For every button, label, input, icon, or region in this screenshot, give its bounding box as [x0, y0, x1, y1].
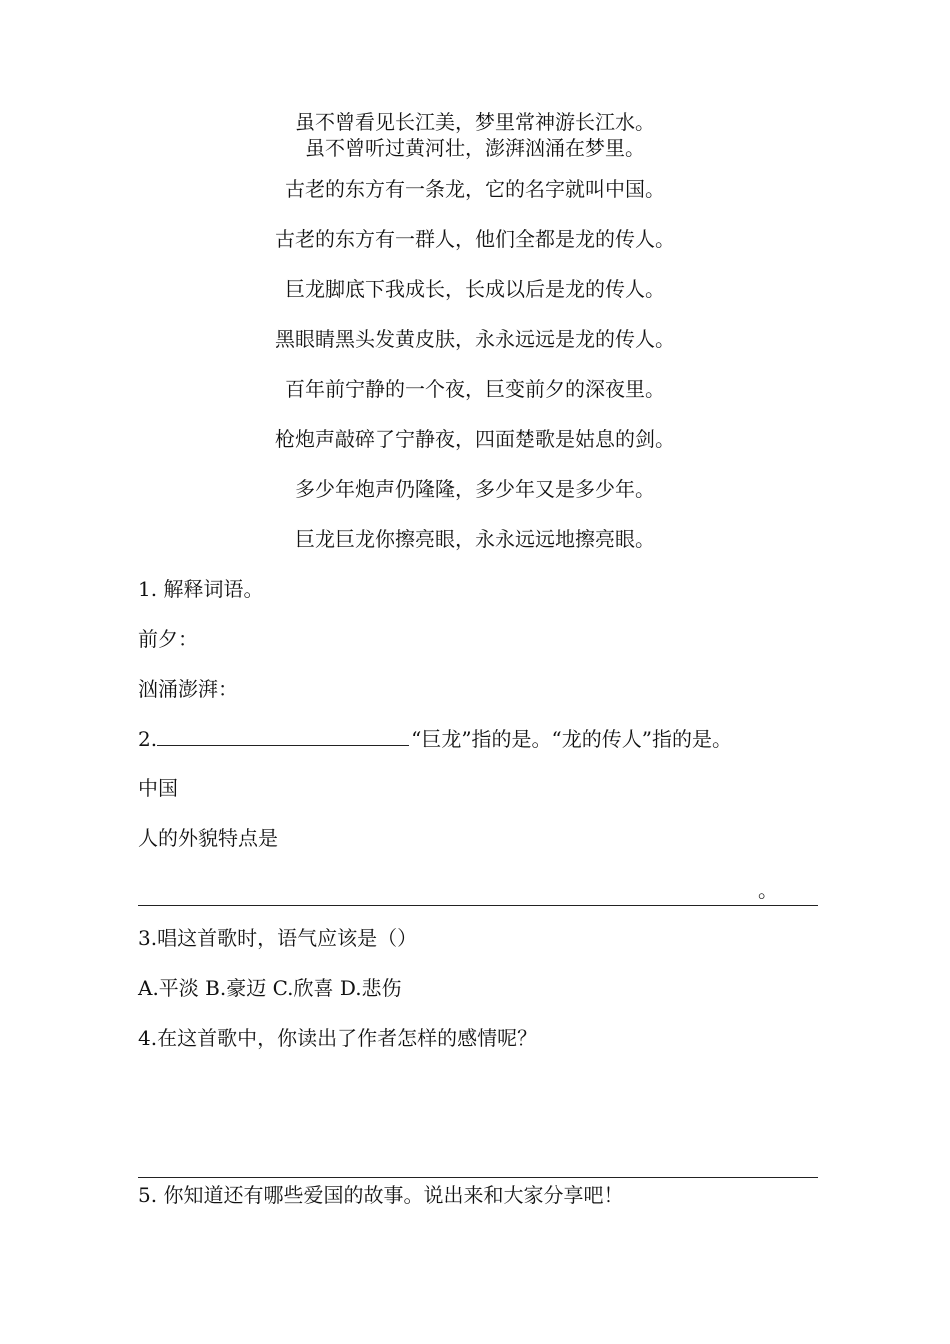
question-2-line-2: 中国: [138, 776, 178, 800]
question-1-title: 1. 解释词语。: [138, 577, 264, 601]
question-2-text: “巨龙”指的是。“龙的传人”指的是。: [411, 727, 732, 751]
poem-line: 虽不曾看见长江美，梦里常神游长江水。: [295, 110, 655, 134]
poem-line: 枪炮声敲碎了宁静夜，四面楚歌是姑息的剑。: [275, 427, 675, 451]
poem-line: 多少年炮声仍隆隆，多少年又是多少年。: [295, 477, 655, 501]
poem-line: 黑眼睛黑头发黄皮肤，永永远远是龙的传人。: [275, 327, 675, 351]
question-4-title: 4.在这首歌中，你读出了作者怎样的感情呢？: [138, 1026, 538, 1050]
answer-line[interactable]: [138, 905, 818, 906]
poem-line: 巨龙脚底下我成长，长成以后是龙的传人。: [285, 277, 665, 301]
poem-line: 百年前宁静的一个夜，巨变前夕的深夜里。: [285, 377, 665, 401]
poem-line: 虽不曾听过黄河壮，澎湃汹涌在梦里。: [305, 136, 645, 160]
question-2-number: 2.: [138, 727, 158, 751]
poem-line: 巨龙巨龙你擦亮眼，永永远远地擦亮眼。: [295, 527, 655, 551]
answer-blank[interactable]: [157, 727, 409, 746]
poem-line: 古老的东方有一条龙，它的名字就叫中国。: [285, 177, 665, 201]
question-2-line-3: 人的外貌特点是: [138, 826, 278, 850]
question-1-word-2: 汹涌澎湃：: [138, 677, 238, 701]
answer-line[interactable]: [138, 1177, 818, 1178]
question-3-options: A.平淡 B.豪迈 C.欣喜 D.悲伤: [138, 976, 402, 1000]
question-2: [138, 727, 732, 751]
question-2-period: 。: [758, 878, 778, 902]
poem-line: 古老的东方有一群人，他们全都是龙的传人。: [275, 227, 675, 251]
question-5-title: 5. 你知道还有哪些爱国的故事。说出来和大家分享吧！: [138, 1183, 624, 1207]
question-1-word-1: 前夕：: [138, 627, 198, 651]
question-3-title: 3.唱这首歌时，语气应该是（）: [138, 926, 418, 950]
